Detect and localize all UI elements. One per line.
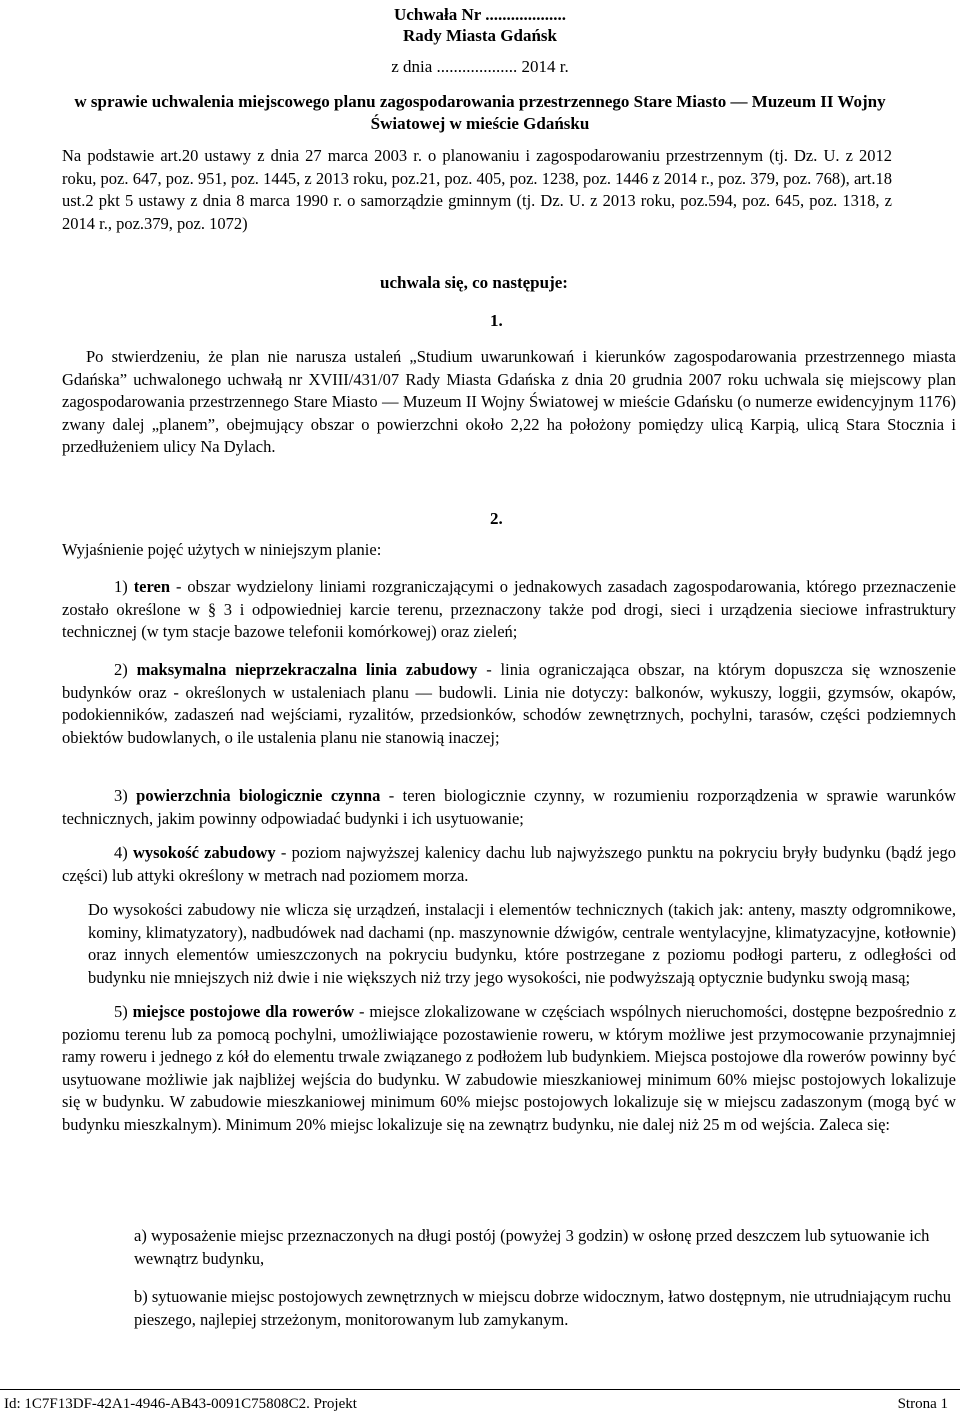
- definition-term: wysokość zabudowy: [132, 843, 276, 862]
- page-footer: [0, 1384, 960, 1417]
- resolves-line: uchwala się, co następuje:: [380, 273, 568, 292]
- resolution-date: z dnia ................... 2014 r.: [391, 57, 569, 76]
- definition-powierzchnia-biologicznie-czynna: [62, 785, 956, 830]
- definition-term: teren: [133, 577, 171, 596]
- definition-teren: [62, 576, 956, 644]
- definition-text: - poziom najwyższej kalenicy dachu lub najwyższego punktu na pokryciu bryły budynku (bądź jego części) lub attyki określony w metrach nad poziomem morza.: [62, 843, 957, 885]
- document-id: Id: 1C7F13DF-42A1-4946-AB43-0091C75808C2. Projekt: [4, 1396, 357, 1412]
- definition-prefix: 2): [114, 660, 137, 679]
- page-number: Strona 1: [897, 1396, 948, 1412]
- definition-term: maksymalna nieprzekraczalna linia zabudowy: [136, 660, 478, 679]
- definition-text: - linia ograniczająca obszar, na którym dopuszcza się wznoszenie budynków oraz - określonych w ustaleniach planu — budowli. Linia nie dotyczy: balkonów, wykuszy, loggii, gzymsów, okapów, podokienników, zadaszeń nad wejściami, ryzalitów, przedsionków, schodów zewnętrznych, pochylni, tarasów, części podziemnych obiektów budowlanych, o ile ustalenia planu nie stanowią inaczej;: [62, 660, 956, 747]
- definition-prefix: 1): [114, 577, 134, 596]
- section-2-intro: Wyjaśnienie pojęć użytych w niniejszym planie:: [62, 540, 382, 559]
- definition-wysokosc-note: [88, 899, 956, 989]
- definition-text: - obszar wydzielony liniami rozgraniczającymi o jednakowych zasadach zagospodarowania, którego przeznaczenie zostało określone w § 3 i odpowiedniej karcie terenu, przeznaczony także pod drogi, sieci i urządzenia sieciowe infrastruktury technicznej (w tym stacje bazowe telefonii komórkowej) oraz zieleń;: [62, 577, 956, 642]
- definition-wysokosc-zabudowy: [62, 842, 956, 887]
- definition-term: powierzchnia biologicznie czynna: [136, 786, 381, 805]
- section-1-text: Po stwierdzeniu, że plan nie narusza ustaleń „Studium uwarunkowań i kierunków zagospodarowania przestrzennego miasta Gdańska” uchwalonego uchwałą nr XVIII/431/07 Rady Miasta Gdańska z dnia 20 grudnia 2007 roku uchwala się miejscowy plan zagospodarowania przestrzennego Stare Miasto — Muzeum II Wojny Światowej w mieście Gdańsku (o numerze ewidencyjnym 1176) zwany dalej „planem”, obejmujący obszar o powierzchni około 2,22 ha położony pomiędzy ulicą Karpią, ulicą Stara Stocznia i przedłużeniem ulicy Na Dylach.: [62, 347, 956, 457]
- definition-text: - miejsce zlokalizowane w częściach wspólnych nieruchomości, dostępne bezpośrednio z poziomu terenu lub za pomocą pochylni, umożliwiające pozostawienie roweru, w którym możliwe jest przymocowanie przynajmniej ramy roweru i jednego z kół do elementu trwale związanego z podłożem lub budynkiem. Miejsca postojowe dla rowerów powinny być usytuowane możliwie jak najbliżej wejścia do budynku. W zabudowie mieszkaniowej minimum 60% miejsc postojowych lokalizuje się w budynku. W zabudowie mieszkaniowej minimum 60% miejsc postojowych lokalizuje się w miejscu zadaszonym (mogą być w budynku mieszkalnym). Minimum 20% miejsc lokalizuje się na zewnątrz budynku, nie dalej niż 25 m od wejścia. Zaleca się:: [62, 1002, 957, 1134]
- definition-prefix: 5): [114, 1002, 133, 1021]
- definition-prefix: 3): [114, 786, 137, 805]
- definition-text: Do wysokości zabudowy nie wlicza się urządzeń, instalacji i elementów technicznych (takich jak: anteny, maszty odgromnikowe, kominy, klimatyzatory), nadbudówek nad dachami (np. maszynownie dźwigów, centrale wentylacyjne, klimatyzacyjne, kotłownie) oraz innych elementów umieszczonych na pokryciu budynku, które postrzegane z poziomu podłogi parteru, z odległości od budynku nie mniejszych niż dwie i nie większych niż trzy jego wysokości, nie podwyższają optycznie budynku swoją masą;: [88, 900, 956, 987]
- footer-divider: [0, 1389, 960, 1390]
- definition-term: miejsce postojowe dla rowerów: [132, 1002, 355, 1021]
- subitem-a: a) wyposażenie miejsc przeznaczonych na długi postój (powyżej 3 godzin) w osłonę przed deszczem lub sytuowanie ich wewnątrz budynku,: [134, 1226, 930, 1268]
- definition-linia-zabudowy: [62, 659, 956, 749]
- definition-text: - teren biologicznie czynny, w rozumieniu rozporządzenia w sprawie warunków technicznych, jakim powinny odpowiadać budynki i ich usytuowanie;: [62, 786, 956, 828]
- section-2-number: 2.: [490, 509, 503, 528]
- subitem-b: b) sytuowanie miejsc postojowych zewnętrznych w miejscu dobrze widocznym, łatwo dostępnym, nie utrudniającym ruchu pieszego, najlepiej strzeżonym, monitorowanym lub zamykanym.: [134, 1287, 951, 1329]
- definition-prefix: 4): [114, 843, 133, 862]
- resolution-title: w sprawie uchwalenia miejscowego planu zagospodarowania przestrzennego Stare Miasto — Muzeum II Wojny Światowej w mieście Gdańsku: [74, 92, 886, 133]
- definition-miejsce-postojowe: [62, 1001, 956, 1137]
- section-1-number: 1.: [490, 311, 503, 330]
- council-name: Rady Miasta Gdańsk: [403, 26, 557, 45]
- preamble: Na podstawie art.20 ustawy z dnia 27 marca 2003 r. o planowaniu i zagospodarowaniu przestrzennym (tj. Dz. U. z 2012 roku, poz. 647, poz. 951, poz. 1445, z 2013 roku, poz.21, poz. 405, poz. 1238, poz. 1446 z 2014 r., poz. 379, poz. 768), art.18 ust.2 pkt 5 ustawy z dnia 8 marca 1990 r. o samorządzie gminnym (tj. Dz. U. z 2013 roku, poz.594, poz. 645, poz. 1318, z 2014 r., poz.379, poz. 1072): [62, 146, 892, 233]
- resolution-number: Uchwała Nr ...................: [393, 5, 567, 24]
